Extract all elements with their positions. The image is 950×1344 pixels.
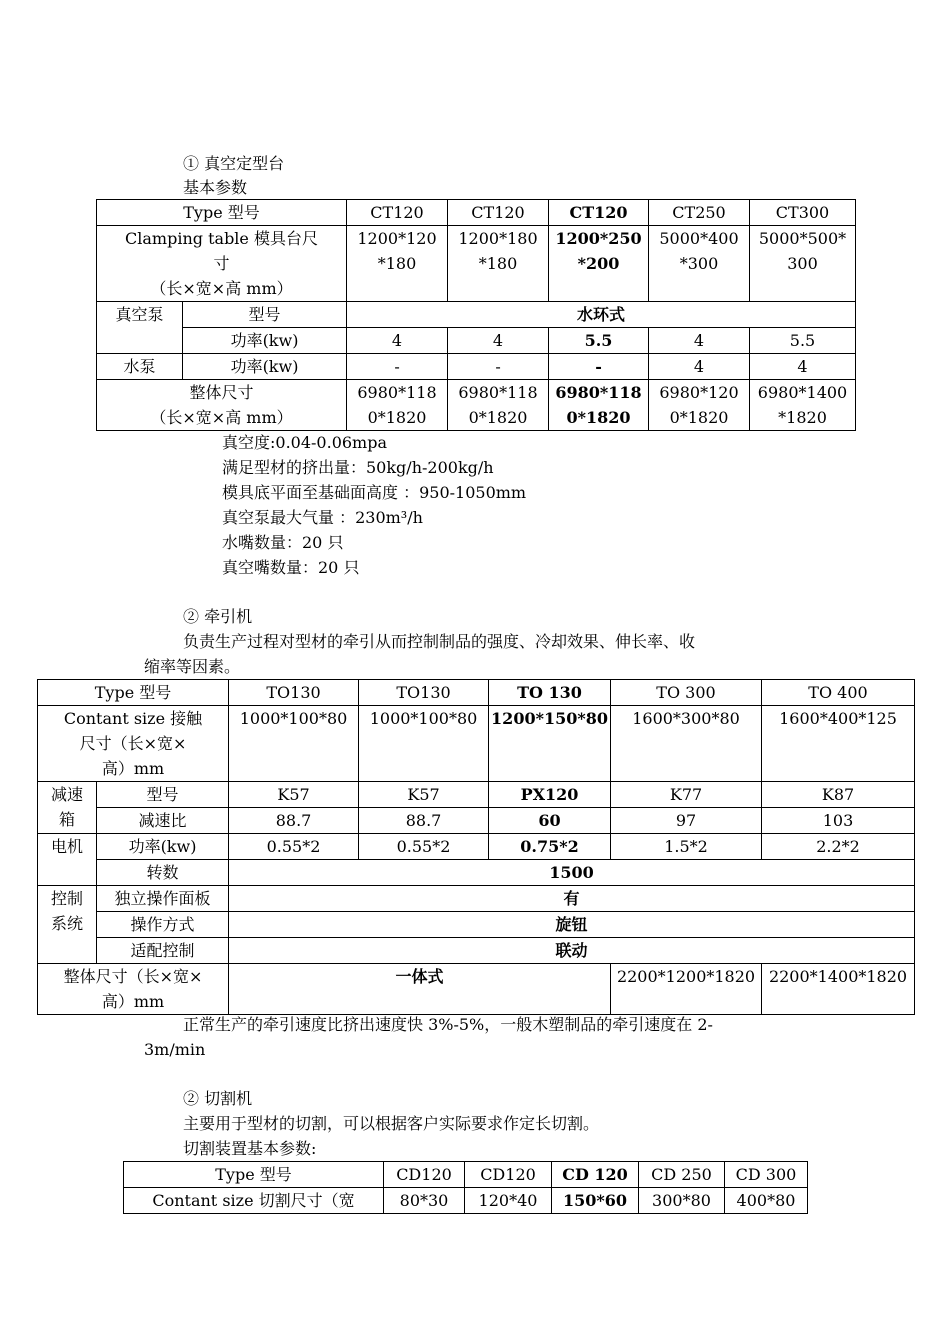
section-subheading: 切割装置基本参数: [183, 1139, 317, 1158]
clamp-cell: 1200*120 *180 [347, 226, 448, 302]
water-pump-label: 水泵 [97, 354, 183, 380]
table-row [97, 302, 856, 328]
ratio-cell: 88.7 [229, 808, 359, 834]
contact-size-label: Contant size 接触 尺寸（长×宽× 高）mm [38, 706, 229, 782]
speed-label: 转数 [97, 860, 229, 886]
model-cell: CT300 [750, 200, 856, 226]
puller-specs [37, 679, 915, 1015]
overall-cell: 6980*118 0*1820 [347, 380, 448, 431]
power-cell: 4 [649, 328, 750, 354]
clamp-cell: 5000*500* 300 [750, 226, 856, 302]
table-row [38, 886, 915, 912]
size-cell: 400*80 [725, 1188, 808, 1214]
overall-label: 整体尺寸（长×宽× 高）mm [38, 964, 229, 1015]
power-cell: 1.5*2 [611, 834, 762, 860]
water-power-cell: - [448, 354, 549, 380]
type-label: Type 型号 [97, 200, 347, 226]
section-description: 缩率等因素。 [144, 657, 241, 676]
model-cell: TO 130 [489, 680, 611, 706]
contact-cell: 1000*100*80 [359, 706, 489, 782]
contact-cell: 1000*100*80 [229, 706, 359, 782]
overall-cell: 6980*118 0*1820 [549, 380, 649, 431]
model-cell: CD 120 [552, 1162, 639, 1188]
table-row [38, 808, 915, 834]
operation-value: 旋钮 [229, 912, 915, 938]
table-row [38, 782, 915, 808]
power-cell: 5.5 [750, 328, 856, 354]
size-cell: 150*60 [552, 1188, 639, 1214]
control-system-label: 控制 系统 [38, 886, 97, 964]
speed-value: 1500 [229, 860, 915, 886]
motor-label: 电机 [38, 834, 97, 886]
overall-integrated: 一体式 [229, 964, 611, 1015]
model-cell: CD120 [465, 1162, 552, 1188]
model-cell: CT250 [649, 200, 750, 226]
model-cell: TO130 [229, 680, 359, 706]
model-cell: CT120 [549, 200, 649, 226]
overall-cell: 6980*118 0*1820 [448, 380, 549, 431]
overall-cell: 6980*120 0*1820 [649, 380, 750, 431]
note-line: 真空度:0.04-0.06mpa [222, 433, 388, 452]
ratio-label: 减速比 [97, 808, 229, 834]
table-row [97, 380, 856, 431]
model-cell: CD120 [384, 1162, 465, 1188]
type-label: Type 型号 [38, 680, 229, 706]
contact-cell: 1200*150*80 [489, 706, 611, 782]
table-row [97, 226, 856, 302]
vacuum-table-specs [96, 199, 856, 431]
note-line: 真空嘴数量：20 只 [222, 558, 360, 577]
table-row [97, 354, 856, 380]
speed-note: 3m/min [144, 1040, 206, 1059]
power-cell: 4 [347, 328, 448, 354]
section-subheading: 基本参数 [183, 178, 248, 197]
power-label: 功率(kw) [183, 328, 347, 354]
model-cell: TO130 [359, 680, 489, 706]
table-row [38, 938, 915, 964]
gear-model-cell: K87 [762, 782, 915, 808]
cutter-specs [123, 1161, 808, 1214]
note-line: 水嘴数量：20 只 [222, 533, 344, 552]
section-description: 主要用于型材的切割，可以根据客户实际要求作定长切割。 [183, 1114, 600, 1133]
model-cell: CD 300 [725, 1162, 808, 1188]
gear-model-cell: K57 [359, 782, 489, 808]
size-cell: 300*80 [639, 1188, 725, 1214]
table-row [38, 834, 915, 860]
note-line: 满足型材的挤出量：50kg/h-200kg/h [222, 458, 494, 477]
table-row [97, 328, 856, 354]
gear-model-cell: PX120 [489, 782, 611, 808]
clamp-cell: 1200*250 *200 [549, 226, 649, 302]
overall-cell: 2200*1200*1820 [611, 964, 762, 1015]
table-row [38, 964, 915, 1015]
power-label: 功率(kw) [97, 834, 229, 860]
overall-cell: 2200*1400*1820 [762, 964, 915, 1015]
table-row [38, 680, 915, 706]
water-power-cell: - [549, 354, 649, 380]
overall-label: 整体尺寸 （长×宽×高 mm） [97, 380, 347, 431]
power-cell: 0.55*2 [229, 834, 359, 860]
clamp-label: Clamping table 模具台尺 寸 （长×宽×高 mm） [97, 226, 347, 302]
ratio-cell: 60 [489, 808, 611, 834]
table-row [38, 860, 915, 886]
speed-note: 正常生产的牵引速度比挤出速度快 3%-5%，一般木塑制品的牵引速度在 2- [183, 1015, 713, 1034]
cut-size-label: Contant size 切割尺寸（宽 [124, 1188, 384, 1214]
water-power-cell: 4 [750, 354, 856, 380]
ratio-cell: 103 [762, 808, 915, 834]
ratio-cell: 88.7 [359, 808, 489, 834]
ratio-cell: 97 [611, 808, 762, 834]
model-cell: CD 250 [639, 1162, 725, 1188]
panel-label: 独立操作面板 [97, 886, 229, 912]
model-cell: TO 400 [762, 680, 915, 706]
adapt-value: 联动 [229, 938, 915, 964]
operation-label: 操作方式 [97, 912, 229, 938]
type-sub-label: 型号 [183, 302, 347, 328]
table-row [97, 200, 856, 226]
note-line: 真空泵最大气量 ：230m³/h [222, 508, 423, 527]
size-cell: 120*40 [465, 1188, 552, 1214]
table-row [124, 1188, 808, 1214]
section-description: 负责生产过程对型材的牵引从而控制制品的强度、冷却效果、伸长率、收 [183, 632, 696, 651]
model-cell: CT120 [448, 200, 549, 226]
contact-cell: 1600*400*125 [762, 706, 915, 782]
power-cell: 0.75*2 [489, 834, 611, 860]
clamp-cell: 5000*400 *300 [649, 226, 750, 302]
model-label: 型号 [97, 782, 229, 808]
power-cell: 5.5 [549, 328, 649, 354]
type-label: Type 型号 [124, 1162, 384, 1188]
table-row [38, 706, 915, 782]
model-cell: CT120 [347, 200, 448, 226]
note-line: 模具底平面至基础面高度 ：950-1050mm [222, 483, 527, 502]
model-cell: TO 300 [611, 680, 762, 706]
clamp-cell: 1200*180 *180 [448, 226, 549, 302]
section-heading-cutter: ② 切割机 [183, 1089, 253, 1108]
water-power-cell: 4 [649, 354, 750, 380]
overall-cell: 6980*1400 *1820 [750, 380, 856, 431]
power-label: 功率(kw) [183, 354, 347, 380]
adapt-label: 适配控制 [97, 938, 229, 964]
panel-value: 有 [229, 886, 915, 912]
gear-model-cell: K57 [229, 782, 359, 808]
gearbox-label: 减速 箱 [38, 782, 97, 834]
vacuum-pump-type: 水环式 [347, 302, 856, 328]
size-cell: 80*30 [384, 1188, 465, 1214]
vacuum-pump-label: 真空泵 [97, 302, 183, 354]
table-row [124, 1162, 808, 1188]
section-heading-vacuum-table: ① 真空定型台 [183, 154, 285, 173]
power-cell: 0.55*2 [359, 834, 489, 860]
contact-cell: 1600*300*80 [611, 706, 762, 782]
water-power-cell: - [347, 354, 448, 380]
power-cell: 4 [448, 328, 549, 354]
section-heading-puller: ② 牵引机 [183, 607, 253, 626]
power-cell: 2.2*2 [762, 834, 915, 860]
gear-model-cell: K77 [611, 782, 762, 808]
table-row [38, 912, 915, 938]
